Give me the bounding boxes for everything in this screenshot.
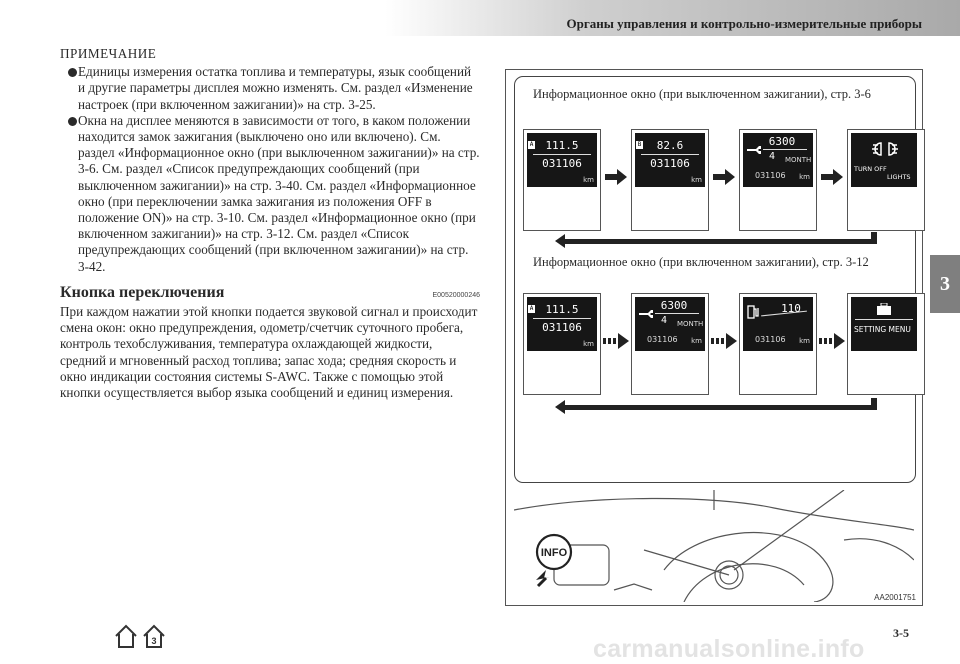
section-heading-row — [60, 285, 480, 304]
service-distance: 6300 — [768, 135, 796, 148]
display-screen-setting-menu — [847, 293, 925, 395]
chapter-tab: 3 — [930, 255, 960, 313]
arrow-right-icon — [821, 169, 843, 185]
section-title: Кнопка переключения — [60, 283, 225, 301]
lights-label: LIGHTS — [887, 173, 911, 181]
service-distance: 6300 — [660, 299, 688, 312]
display-screen-service — [739, 129, 817, 231]
dashed-arrow-icon — [603, 333, 629, 349]
display-screen-trip-a: A 111.5 031106 km — [523, 129, 601, 231]
service-months: 4 — [768, 151, 776, 162]
unit-label: km — [799, 173, 810, 181]
month-label: MONTH — [677, 320, 704, 328]
month-label: MONTH — [785, 156, 812, 164]
svg-text:3: 3 — [151, 636, 157, 646]
section-body — [60, 304, 480, 401]
unit-label: km — [691, 176, 702, 184]
home-chapter-icon[interactable] — [113, 622, 167, 650]
dashboard-illustration — [514, 490, 914, 602]
note-bullet-2 — [60, 113, 480, 275]
unit-label: km — [583, 176, 594, 184]
bullet-icon — [68, 68, 77, 77]
service-months: 4 — [660, 315, 668, 326]
figure-code: AA2001751 — [874, 593, 916, 602]
odometer-value: 031106 — [755, 335, 786, 344]
trip-value: 82.6 — [656, 139, 684, 152]
display-screen-lights-warning — [847, 129, 925, 231]
left-column — [60, 46, 480, 401]
note-title: ПРИМЕЧАНИЕ — [60, 46, 157, 61]
page-header-title: Органы управления и контрольно-измерительные приборы — [566, 16, 922, 31]
display-screen-trip-b: B 82.6 031106 km — [631, 129, 709, 231]
page-number: 3-5 — [893, 626, 909, 640]
watermark: carmanualsonline.info — [593, 635, 865, 663]
lights-icon — [871, 139, 899, 159]
bullet-icon — [68, 117, 77, 126]
display-screen-range — [739, 293, 817, 395]
note-text-2: Окна на дисплее меняются в зависимости от того, в каком положении находится замок зажигания (выключено оно или включено). См. раздел «Информационное окно (при выключенном зажигании)» на стр. 3-6. См. раздел «Список предупреждающих сообщений (при выключенном зажигании)» на стр. 3-40. См. раздел «Информационное окно (при переключении замка зажигания из положения OFF в положение ON)» на стр. 3-10. См. раздел «Информационное окно (при включенном зажигании)» на стр. 3-12. См. раздел «Список предупреждающих сообщений (при включенном зажигании)» на стр. 3-42. — [78, 112, 480, 274]
dashed-arrow-icon — [819, 333, 845, 349]
caption-ignition-off: Информационное окно (при выключенном зажигании), стр. 3-6 — [533, 87, 871, 101]
trip-value: 111.5 — [545, 139, 579, 152]
odometer-value: 031106 — [542, 321, 582, 334]
turn-off-label: TURN OFF — [854, 165, 887, 173]
figure — [505, 69, 923, 606]
odometer-value: 031106 — [650, 157, 690, 170]
caption-ignition-on: Информационное окно (при включенном зажигании), стр. 3-12 — [533, 255, 869, 269]
odometer-value: 031106 — [755, 171, 786, 180]
section-text: При каждом нажатии этой кнопки подается звуковой сигнал и происходит смена окон: окно предупреждения, одометр/счетчик суточного пробега, контроль техобслуживания, температура охлаждающей жидкости, средний и мгновенный расход топлива; запас хода; средняя скорость и окно индикации состояния системы S-AWC. Также с помощью этой кнопки осуществляется выбор языка сообщений и единиц измерения. — [60, 304, 478, 401]
return-arrow-icon — [551, 232, 881, 250]
unit-label: km — [583, 340, 594, 348]
unit-label: km — [799, 337, 810, 345]
note-text-1: Единицы измерения остатка топлива и температуры, язык сообщений и другие параметры дисплея можно изменять. См. раздел «Изменение настроек (при включенном зажигании)» на стр. 3-25. — [78, 64, 473, 112]
trip-value: 111.5 — [545, 303, 579, 316]
unit-label: km — [691, 337, 702, 345]
display-screen-trip: A 111.5 031106 km — [523, 293, 601, 395]
fuel-pump-icon — [747, 305, 759, 319]
dashed-arrow-icon — [711, 333, 737, 349]
arrow-right-icon — [605, 169, 627, 185]
return-arrow-icon — [551, 398, 881, 416]
odometer-value: 031106 — [647, 335, 678, 344]
header-band — [385, 0, 960, 36]
odometer-value: 031106 — [542, 157, 582, 170]
range-value: 110 — [781, 302, 801, 315]
section-code: E00520000246 — [432, 291, 480, 299]
display-screen-service — [631, 293, 709, 395]
note-bullet-1 — [60, 64, 480, 113]
display-flow-panel — [514, 76, 916, 483]
toolbox-icon — [877, 303, 891, 315]
arrow-right-icon — [713, 169, 735, 185]
info-button-label: INFO — [540, 547, 568, 559]
setting-menu-label: SETTING MENU — [854, 325, 911, 334]
